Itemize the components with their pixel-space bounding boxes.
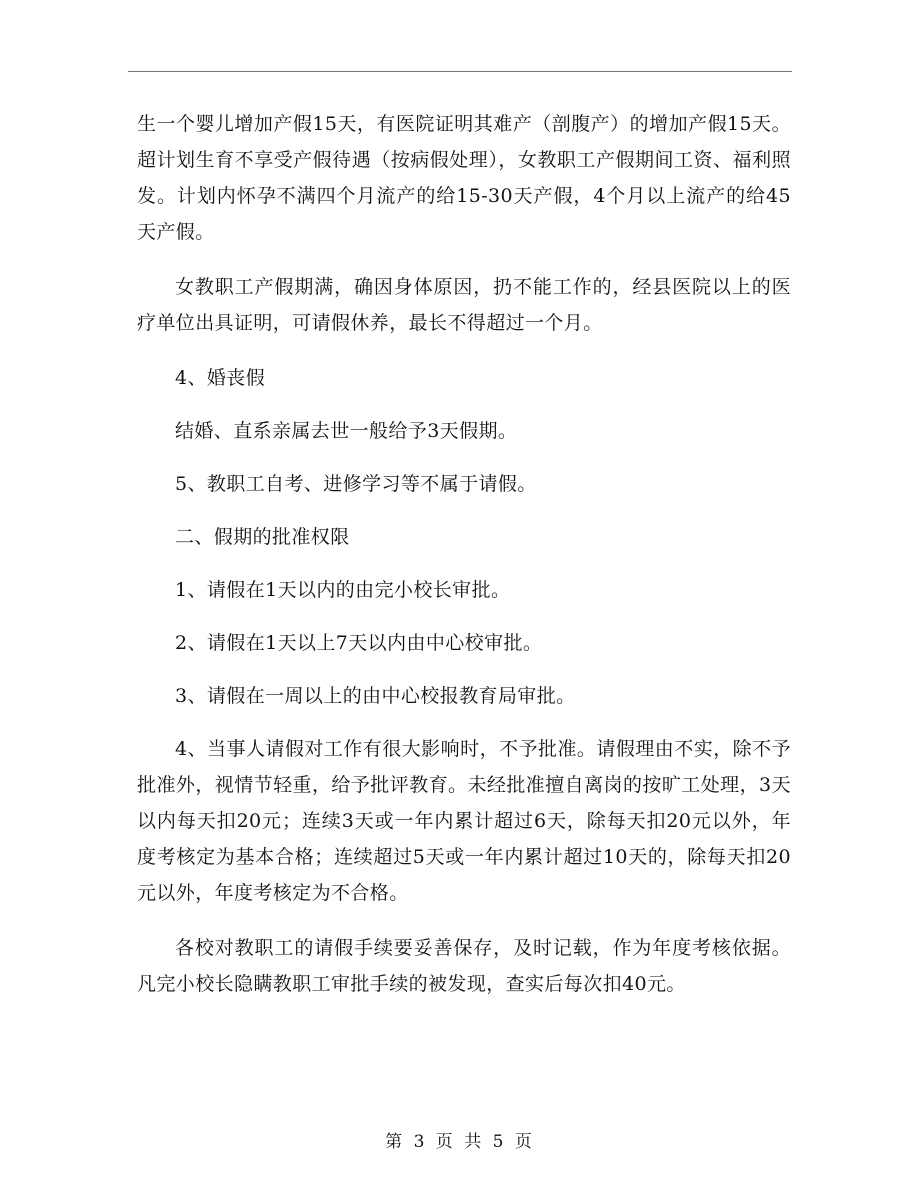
paragraph-maternity-extension: 女教职工产假期满，确因身体原因，扔不能工作的，经县医院以上的医疗单位出具证明，可请假休养，最长不得超过一个月。 (137, 276, 791, 334)
paragraph-approval-1: 1、请假在1天以内的由完小校长审批。 (175, 579, 511, 601)
header-divider (128, 71, 792, 72)
paragraph-maternity-leave: 生一个婴儿增加产假15天，有医院证明其难产（剖腹产）的增加产假15天。超计划生育不享受产假待遇（按病假处理），女教职工产假期间工资、福利照发。计划内怀孕不满四个月流产的给15-30天产假，4个月以上流产的给45天产假。 (137, 113, 791, 243)
document-body (137, 106, 791, 1002)
paragraph-records: 各校对教职工的请假手续要妥善保存，及时记载，作为年度考核依据。凡完小校长隐瞒教职工审批手续的被发现，查实后每次扣40元。 (137, 937, 791, 995)
paragraph-approval-2: 2、请假在1天以上7天以内由中心校审批。 (175, 632, 543, 654)
page-number: 第 3 页 共 5 页 (385, 1132, 535, 1152)
paragraph-self-study: 5、教职工自考、进修学习等不属于请假。 (175, 473, 537, 495)
heading-marriage-funeral-leave: 4、婚丧假 (175, 367, 266, 389)
paragraph-approval-3: 3、请假在一周以上的由中心校报教育局审批。 (175, 685, 576, 707)
heading-approval-authority: 二、假期的批准权限 (175, 526, 350, 548)
paragraph-marriage-funeral: 结婚、直系亲属去世一般给予3天假期。 (175, 420, 518, 442)
paragraph-approval-4: 4、当事人请假对工作有很大影响时，不予批准。请假理由不实，除不予批准外，视情节轻重，给予批评教育。未经批准擅自离岗的按旷工处理，3天以内每天扣20元；连续3天或一年内累计超过6天，除每天扣20元以外，年度考核定为基本合格；连续超过5天或一年内累计超过10天的，除每天扣20元以外，年度考核定为不合格。 (137, 738, 791, 904)
